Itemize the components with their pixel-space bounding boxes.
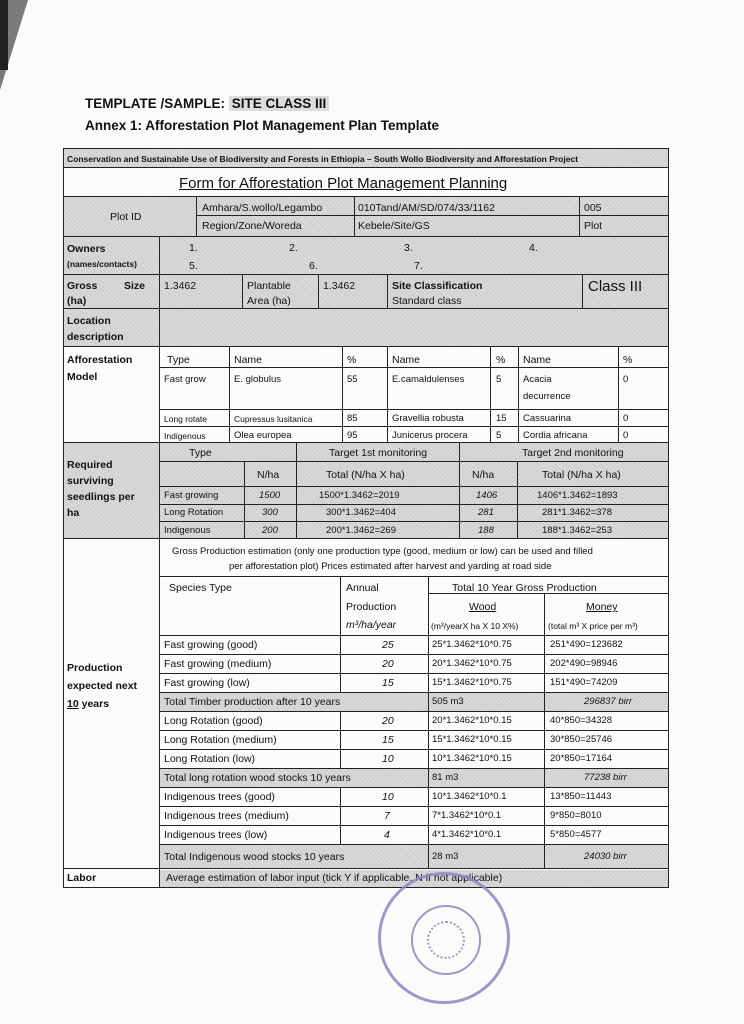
species-name[interactable]: Cordia africana — [523, 430, 588, 441]
site-class-value[interactable]: Class III — [588, 278, 643, 295]
species-percent[interactable]: 55 — [347, 374, 358, 385]
production-label: Production — [67, 662, 123, 674]
production-label-2: expected next — [67, 680, 138, 692]
plot-value[interactable]: 005 — [584, 202, 602, 214]
divider — [244, 461, 245, 539]
stamp-emblem — [427, 921, 465, 959]
divider — [618, 347, 619, 443]
seedling-total-1[interactable]: 200*1.3462=269 — [326, 525, 397, 536]
species-name[interactable]: Acacia — [523, 374, 552, 385]
divider — [159, 711, 668, 712]
seedlings-label-3: seedlings per — [67, 491, 135, 503]
plot-id-label: Plot ID — [110, 211, 142, 223]
production-total-money[interactable]: 24030 birr — [584, 851, 627, 862]
production-wood[interactable]: 20*1.3462*10*0.75 — [432, 658, 512, 669]
model-name-header: Name — [392, 354, 421, 366]
gross-size-unit: (ha) — [67, 295, 87, 307]
production-species: Indigenous trees (good) — [164, 791, 275, 803]
production-money[interactable]: 13*850=11443 — [550, 791, 612, 802]
production-total-money[interactable]: 77238 birr — [584, 772, 627, 783]
divider — [242, 275, 243, 309]
production-money[interactable]: 151*490=74209 — [550, 677, 618, 688]
production-wood[interactable]: 10*1.3462*10*0.15 — [432, 753, 512, 764]
divider — [517, 461, 518, 539]
divider — [159, 347, 160, 443]
production-years-number: 10 — [67, 698, 79, 710]
form-title-row — [64, 168, 668, 197]
plantable-label: Plantable — [247, 280, 291, 292]
divider — [582, 275, 583, 309]
divider — [229, 347, 230, 443]
region-label: Region/Zone/Woreda — [202, 220, 302, 232]
divider — [196, 215, 668, 216]
divider — [159, 237, 160, 275]
plot-label: Plot — [584, 220, 603, 232]
divider — [428, 693, 429, 711]
divider — [159, 749, 668, 750]
nha-header: N/ha — [257, 469, 280, 481]
divider — [579, 197, 580, 237]
divider — [428, 845, 429, 869]
size-row — [64, 275, 668, 309]
production-species: Fast growing (good) — [164, 639, 258, 651]
project-name: Conservation and Sustainable Use of Biodiversity and Forests in Ethiopia – South Wollo Biodiversity and Afforestation Project — [67, 154, 579, 164]
model-type-header: Type — [167, 354, 190, 366]
divider — [159, 673, 668, 674]
divider — [159, 521, 668, 522]
production-species: Indigenous trees (low) — [164, 829, 268, 841]
model-pct-header: % — [347, 354, 357, 366]
owner-2[interactable]: 2. — [289, 242, 298, 254]
nha-header: N/ha — [472, 469, 495, 481]
species-percent[interactable]: 0 — [623, 430, 629, 441]
species-name[interactable]: Olea europea — [234, 430, 292, 441]
production-years-word: years — [78, 698, 110, 710]
production-wood[interactable]: 7*1.3462*10*0.1 — [432, 810, 502, 821]
divider — [159, 654, 668, 655]
divider — [159, 730, 668, 731]
owners-sublabel: (names/contacts) — [67, 259, 137, 269]
owner-4[interactable]: 4. — [529, 242, 538, 254]
production-wood[interactable]: 20*1.3462*10*0.15 — [432, 715, 512, 726]
divider — [544, 769, 545, 787]
model-section — [64, 347, 668, 443]
total-header: Total (N/ha X ha) — [326, 469, 405, 481]
divider — [354, 197, 355, 237]
target-1-header: Target 1st monitoring — [329, 447, 428, 459]
production-total-label: Total Timber production after 10 years — [164, 696, 341, 708]
money-unit: (total m³ X price per m³) — [548, 621, 638, 631]
production-annual[interactable]: 10 — [382, 791, 394, 803]
production-species: Long Rotation (low) — [164, 753, 256, 765]
owner-5[interactable]: 5. — [189, 260, 198, 272]
seedling-nha-2[interactable]: 188 — [478, 525, 494, 536]
species-name[interactable]: Junicerus procera — [392, 430, 468, 441]
production-money[interactable]: 40*850=34328 — [550, 715, 613, 726]
site-class-label: Site Classification — [392, 280, 483, 292]
production-species: Fast growing (medium) — [164, 658, 272, 670]
production-money[interactable]: 30*850=25746 — [550, 734, 613, 745]
seedlings-label: Required — [67, 459, 113, 471]
divider — [159, 461, 668, 462]
divider — [159, 309, 160, 347]
species-percent[interactable]: 0 — [623, 413, 629, 424]
template-heading — [85, 96, 329, 111]
model-name-header: Name — [523, 354, 552, 366]
production-annual[interactable]: 7 — [384, 810, 390, 822]
wood-unit: (m³/yearX ha X 10 X%) — [431, 621, 519, 631]
template-prefix: TEMPLATE /SAMPLE: — [85, 96, 225, 111]
divider — [159, 576, 668, 577]
plantable-label-2: Area (ha) — [247, 295, 291, 307]
production-money[interactable]: 202*490=98946 — [550, 658, 618, 669]
production-total-label: Total long rotation wood stocks 10 years — [164, 772, 351, 784]
production-annual[interactable]: 20 — [382, 658, 394, 670]
model-type: Fast grow — [164, 374, 206, 385]
annual-header: Annual — [346, 582, 379, 594]
scan-edge-shadow — [0, 0, 8, 70]
production-money[interactable]: 20*850=17164 — [550, 753, 613, 764]
production-wood[interactable]: 10*1.3462*10*0.1 — [432, 791, 507, 802]
production-wood[interactable]: 15*1.3462*10*0.75 — [432, 677, 512, 688]
plantable-value[interactable]: 1.3462 — [323, 280, 356, 292]
annual-header-2: Production — [346, 601, 397, 613]
production-species: Fast growing (low) — [164, 677, 250, 689]
species-percent[interactable]: 0 — [623, 374, 629, 385]
form-title: Form for Afforestation Plot Management Planning — [179, 175, 508, 192]
total-header: Total (N/ha X ha) — [542, 469, 621, 481]
divider — [544, 693, 545, 711]
divider — [159, 787, 668, 788]
seedling-nha-2[interactable]: 1406 — [476, 490, 498, 501]
model-label-2: Model — [67, 371, 98, 383]
seedling-type: Long Rotation — [164, 507, 224, 518]
kebele-label: Kebele/Site/GS — [358, 220, 430, 232]
production-species: Long Rotation (good) — [164, 715, 263, 727]
divider — [159, 367, 668, 368]
divider — [159, 426, 668, 427]
production-annual[interactable]: 10 — [382, 753, 394, 765]
seedling-nha-1[interactable]: 300 — [262, 507, 278, 518]
divider — [159, 486, 668, 487]
gross-size-label: Gross — [67, 280, 98, 292]
model-type: Long rotate — [164, 414, 208, 424]
divider — [159, 409, 668, 410]
official-stamp — [378, 872, 510, 1004]
seedling-nha-2[interactable]: 281 — [478, 507, 494, 518]
owners-row — [64, 237, 668, 275]
annex-title: Annex 1: Afforestation Plot Management Plan Template — [85, 118, 440, 133]
site-class-sublabel: Standard class — [392, 295, 462, 307]
divider — [342, 347, 343, 443]
divider — [296, 443, 297, 539]
species-percent[interactable]: 15 — [496, 413, 507, 424]
production-money[interactable]: 251*490=123682 — [550, 639, 623, 650]
divider — [159, 635, 668, 636]
kebele-value[interactable]: 010Tand/AM/SD/074/33/1162 — [358, 202, 495, 214]
owner-1[interactable]: 1. — [189, 242, 198, 254]
species-percent[interactable]: 5 — [496, 374, 502, 385]
divider — [159, 806, 668, 807]
species-percent[interactable]: 5 — [496, 430, 502, 441]
seedlings-label-2: surviving — [67, 475, 114, 487]
money-header: Money — [586, 601, 618, 613]
production-total-wood[interactable]: 505 m3 — [432, 696, 464, 707]
labor-instruction: Average estimation of labor input (tick Y if applicable, N if not applicable) — [166, 872, 503, 884]
species-name[interactable]: Cupressus lusitanica — [234, 414, 313, 424]
divider — [459, 443, 460, 539]
seedling-type: Fast growing — [164, 490, 219, 501]
location-label: Location — [67, 315, 111, 327]
divider — [196, 197, 197, 237]
divider — [544, 845, 545, 869]
species-percent[interactable]: 95 — [347, 430, 358, 441]
production-money[interactable]: 5*850=4577 — [550, 829, 602, 840]
model-pct-header: % — [623, 354, 633, 366]
production-species: Indigenous trees (medium) — [164, 810, 289, 822]
species-name-cont: decurrence — [523, 391, 571, 402]
owner-7[interactable]: 7. — [414, 260, 423, 272]
seedling-total-2[interactable]: 281*1.3462=378 — [542, 507, 613, 518]
gross-size-value[interactable]: 1.3462 — [164, 280, 197, 292]
divider — [159, 869, 160, 887]
production-annual[interactable]: 25 — [382, 639, 394, 651]
production-total-money[interactable]: 296837 birr — [584, 696, 633, 707]
management-plan-form — [63, 148, 669, 888]
divider — [387, 347, 388, 443]
template-class: SITE CLASS III — [229, 96, 330, 111]
seedling-nha-1[interactable]: 1500 — [259, 490, 281, 501]
species-percent[interactable]: 85 — [347, 413, 358, 424]
species-name[interactable]: E. globulus — [234, 374, 282, 385]
region-value[interactable]: Amhara/S.wollo/Legambo — [202, 202, 323, 214]
divider — [518, 347, 519, 443]
model-type: Indigenous — [164, 431, 206, 441]
seedlings-label-4: ha — [67, 507, 80, 519]
owners-label: Owners — [67, 243, 106, 255]
location-row — [64, 309, 668, 347]
production-total-label: Total Indigenous wood stocks 10 years — [164, 851, 345, 863]
owner-3[interactable]: 3. — [404, 242, 413, 254]
project-banner — [64, 149, 668, 168]
divider — [490, 347, 491, 443]
production-total-wood[interactable]: 81 m3 — [432, 772, 459, 783]
seedling-total-1[interactable]: 1500*1.3462=2019 — [319, 490, 400, 501]
divider — [159, 825, 668, 826]
divider — [159, 504, 668, 505]
seedling-total-2[interactable]: 188*1.3462=253 — [542, 525, 613, 536]
species-name[interactable]: E.camaldulenses — [392, 374, 465, 385]
target-2-header: Target 2nd monitoring — [522, 447, 624, 459]
production-total-wood[interactable]: 28 m3 — [432, 851, 459, 862]
model-name-header: Name — [234, 354, 263, 366]
production-annual[interactable]: 15 — [382, 677, 394, 689]
production-annual[interactable]: 4 — [384, 829, 390, 841]
production-note-2: per afforestation plot) Prices estimated after harvest and yarding at road side — [229, 561, 552, 572]
production-wood[interactable]: 25*1.3462*10*0.75 — [432, 639, 512, 650]
model-label: Afforestation — [67, 354, 133, 366]
divider — [318, 275, 319, 309]
gross-size-label-2: Size — [124, 280, 146, 292]
divider — [159, 275, 160, 309]
production-label-3 — [67, 698, 109, 710]
production-annual[interactable]: 15 — [382, 734, 394, 746]
species-name[interactable]: Gravellia robusta — [392, 413, 464, 424]
divider — [387, 275, 388, 309]
total-gross-header: Total 10 Year Gross Production — [452, 582, 597, 594]
production-note: Gross Production estimation (only one production type (good, medium or low) can be used and filled — [172, 546, 593, 557]
seedling-nha-1[interactable]: 200 — [262, 525, 278, 536]
production-annual[interactable]: 20 — [382, 715, 394, 727]
divider — [159, 443, 160, 539]
location-label-2: description — [67, 331, 124, 343]
species-type-header: Species Type — [169, 582, 232, 594]
owner-6[interactable]: 6. — [309, 260, 318, 272]
seedling-total-2[interactable]: 1406*1.3462=1893 — [537, 490, 618, 501]
seedlings-type-header: Type — [189, 447, 212, 459]
production-species: Long Rotation (medium) — [164, 734, 277, 746]
species-name[interactable]: Cassuarina — [523, 413, 572, 424]
seedling-type: Indigenous — [164, 525, 211, 536]
divider — [428, 769, 429, 787]
production-wood[interactable]: 4*1.3462*10*0.1 — [432, 829, 502, 840]
production-money[interactable]: 9*850=8010 — [550, 810, 602, 821]
seedling-total-1[interactable]: 300*1.3462=404 — [326, 507, 397, 518]
wood-header: Wood — [469, 601, 497, 613]
annual-unit: m³/ha/year — [346, 619, 397, 631]
labor-label: Labor — [67, 872, 97, 884]
production-wood[interactable]: 15*1.3462*10*0.15 — [432, 734, 512, 745]
model-pct-header: % — [496, 354, 506, 366]
